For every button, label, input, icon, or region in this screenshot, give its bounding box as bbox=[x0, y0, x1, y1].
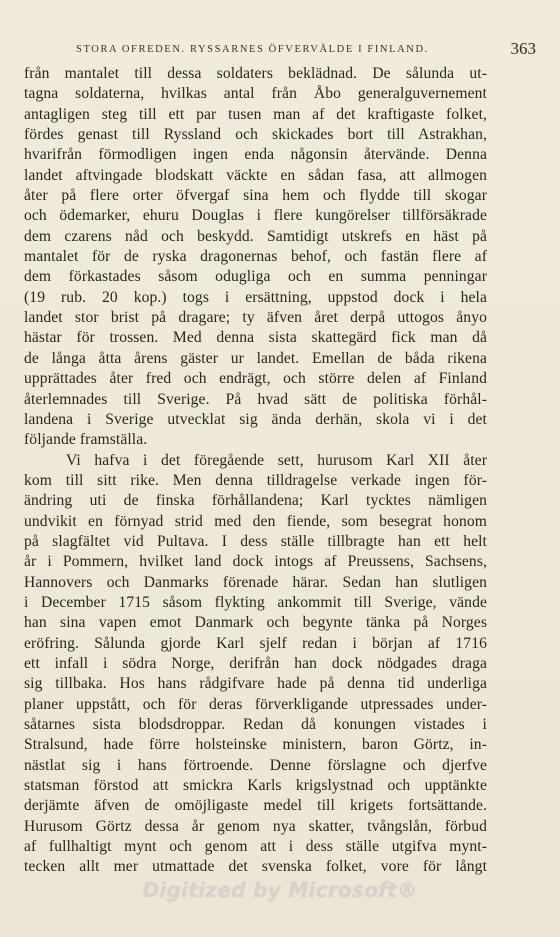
text-line: undvikit en förnyad strid med den fiende, som besegrat honom bbox=[24, 512, 487, 530]
text-line: år i Pommern, hvilket land dock intogs af Preussens, Sachsens, bbox=[24, 553, 487, 571]
text-line: Stralsund, hade förre holsteinske ministern, baron Görtz, in- bbox=[24, 736, 487, 754]
text-line: hästar för trossen. Med denna sista skattegärd fick man då bbox=[24, 329, 487, 347]
text-line: (19 rub. 20 kop.) togs i ersättning, uppstod dock i hela bbox=[24, 288, 487, 306]
text-line: landena i Sverige utvecklat sig ända derhän, skola vi i det bbox=[24, 410, 487, 428]
text-line: eröfring. Sålunda gjorde Karl sjelf redan i början af 1716 bbox=[24, 634, 487, 652]
paragraph-1 bbox=[24, 64, 487, 451]
text-line: antagligen steg till ett par tusen man af det kraftigaste folket, bbox=[24, 105, 487, 123]
text-line: såtarnes sista blodsdroppar. Redan då konungen vistades i bbox=[24, 716, 487, 733]
text-line: statsman förstod att smickra Karls krigslystnad och upptänkte bbox=[24, 777, 487, 795]
text-line: tagna soldaterna, hvilkas antal från Åbo generalguvernement bbox=[24, 85, 487, 103]
text-line: på slagfältet vid Pultava. I dess ställe tillbragte han ett helt bbox=[24, 532, 487, 550]
text-line: åter på flere orter öfvergaf sina hem och flydde till skogar bbox=[24, 187, 487, 205]
text-line: nästlat sig i hans förtroende. Denne förslagne och djerfve bbox=[24, 756, 487, 774]
paragraph-2 bbox=[24, 451, 487, 878]
text-line: hvarifrån förmodligen ingen enda någonsin återvände. Denna bbox=[24, 146, 487, 164]
text-line: upprättades åter fred och endrägt, och större delen af Finland bbox=[24, 370, 487, 388]
text-line: tecken allt mer utmattade det svenska folket, vore för långt bbox=[24, 858, 487, 876]
text-line: följande framställa. bbox=[24, 431, 148, 449]
text-line: han sina vapen emot Danmark och begynte tänka på Norges bbox=[24, 614, 487, 632]
text-line: återlemnades till Sverige. På hvad sätt de politiska förhål- bbox=[24, 390, 487, 408]
text-line: dem czarens nåd och beskydd. Samtidigt utskrefs en häst på bbox=[24, 227, 487, 245]
text-line: af fullhaltigt mynt och genom att i dess ställe utgifva mynt- bbox=[24, 838, 487, 856]
text-line: i December 1715 såsom flykting ankommit till Sverige, vände bbox=[24, 593, 487, 611]
text-line: sig tillbaka. Hos hans rådgifvare hade på denna tid underliga bbox=[24, 675, 487, 693]
page-number: 363 bbox=[510, 39, 536, 58]
text-line: fördes genast till Ryssland och skickades bort till Astrakhan, bbox=[24, 126, 487, 144]
text-line: landet aftvingade blodskatt väckte en sådan fasa, att allmogen bbox=[24, 166, 487, 184]
text-line: och ödemarker, ehuru Douglas i flere kungörelser tillförsäkrade bbox=[24, 207, 487, 225]
body-text bbox=[24, 64, 487, 878]
text-line: kom till sitt rike. Men denna tilldragelse verkade ingen för- bbox=[24, 471, 487, 489]
text-line: Hannovers och Danmarks förenade härar. Sedan han slutligen bbox=[24, 573, 487, 591]
running-title: STORA OFREDEN. RYSSARNES ÖFVERVÄLDE I FINLAND. bbox=[76, 44, 429, 55]
text-line: landet stor brist på dragare; ty äfven året derpå uttogos ånyo bbox=[24, 309, 487, 327]
text-line: de långa åtta årens gäster ur landet. Emellan de båda rikena bbox=[24, 349, 487, 367]
text-line: dem förkastades såsom odugliga och en summa penningar bbox=[24, 268, 487, 286]
text-line: ändring uti de finska förhållandena; Karl tycktes nämligen bbox=[24, 492, 487, 510]
text-line: från mantalet till dessa soldaters beklädnad. De sålunda ut- bbox=[24, 65, 487, 82]
running-head bbox=[24, 39, 536, 60]
text-line: ett infall i södra Norge, derifrån han dock nödgades draga bbox=[24, 654, 487, 672]
digitization-watermark: Digitized by Microsoft® bbox=[142, 878, 418, 902]
text-line: planer uppstått, och för deras förverkligande utpressades under- bbox=[24, 695, 487, 713]
text-line: Vi hafva i det föregående sett, hurusom Karl XII åter bbox=[66, 451, 487, 469]
text-line: derjämte äfven de omöjligaste medel till krigets fortsättande. bbox=[24, 797, 487, 815]
text-line: Hurusom Görtz dessa år genom nya skatter, tvångslån, förbud bbox=[24, 817, 487, 835]
text-line: mantalet för de ryska dragonernas behof, och fastän flere af bbox=[24, 248, 487, 266]
